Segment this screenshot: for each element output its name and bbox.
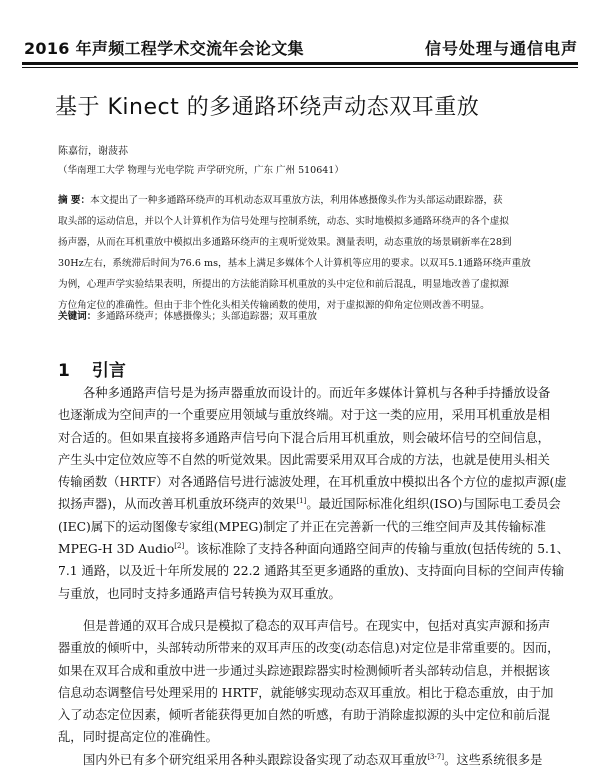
article-title: 基于 Kinect 的多通路环绕声动态双耳重放 <box>55 95 480 120</box>
proceedings-title: 2016 年声频工程学术交流年会论文集 <box>24 39 304 58</box>
section-title: 引言 <box>91 361 126 381</box>
body-text-run: 。该标准除了支持各种面向通路空间声的传输与重放(包括传统的 5.1、 <box>184 542 570 557</box>
paragraph-gap <box>58 605 588 615</box>
abstract-line <box>58 190 588 211</box>
body-line: 与重放，也同时支持多通路声信号转换为双耳重放。 <box>58 586 341 601</box>
body-text <box>58 382 588 771</box>
body-line: 对合适的。但如果直接将多通路声信号向下混合后用耳机重放，则会破坏信号的空间信息， <box>58 430 550 445</box>
section-heading <box>58 356 126 381</box>
body-text-run: 。这些系统很多是 <box>444 752 543 767</box>
body-line: 信息动态调整信号处理采用的 HRTF，就能够实现动态双耳重放。相比于稳态重放，由于加 <box>58 685 554 700</box>
abstract-line: 方位角定位的准确性。但由于非个性化头相关传输函数的使用，对于虚拟源的仰角定位则改善不明显。 <box>58 300 490 311</box>
body-line: 乱，同时提高定位的准确性。 <box>58 730 218 745</box>
body-line: 7.1 通路，以及近十年所发展的 22.2 通路其至更多通路的重放)、支持面向目标的空间声传输 <box>58 564 565 579</box>
body-line <box>58 493 588 515</box>
body-line: 产生头中定位效应等不自然的听觉效果。因此需要采用双耳合成的方法，也就是使用头相关 <box>58 452 550 467</box>
keywords <box>58 308 317 322</box>
body-line: (IEC)属下的运动图像专家组(MPEG)制定了并正在完善新一代的三维空间声及其传输标准 <box>58 519 546 534</box>
body-line <box>58 538 588 560</box>
body-line: 各种多通路声信号是为扬声器重放而设计的。而近年多媒体计算机与各种手持播放设备 <box>83 386 551 400</box>
abstract-line: 30Hz左右，系统滞后时间为76.6 ms，基本上满足多媒体个人计算机等应用的要求。以双耳5.1通路环绕声重放 <box>58 258 531 269</box>
body-text-run: 拟扬声器)，从而改善耳机重放环绕声的效果 <box>58 497 297 512</box>
running-header <box>24 34 578 58</box>
body-text-run: 国内外已有多个研究组采用各种头跟踪设备实现了动态双耳重放 <box>83 752 428 767</box>
body-line: 但是普通的双耳合成只是模拟了稳态的双耳声信号。在现实中，包括对真实声源和扬声 <box>83 618 551 633</box>
body-text-run: 。最近国际标准化组织(ISO)与国际电工委员会 <box>306 497 561 512</box>
keywords-label: 关键词： <box>58 311 97 322</box>
body-line: 入了动态定位因素，倾听者能获得更加自然的听感，有助于消除虚拟源的头中定位和前后混 <box>58 708 550 723</box>
abstract-text: 本文提出了一种多通路环绕声的耳机动态双耳重放方法，利用体感摄像头作为头部运动跟踪器，获 <box>90 195 503 206</box>
body-line: 如果在双耳合成和重放中进一步通过头踪迹跟踪器实时检测倾听者头部转动信息，并根据该 <box>58 663 550 678</box>
keywords-text: 多通路环绕声；体感摄像头；头部追踪器；双耳重放 <box>96 311 318 322</box>
header-rule-thin <box>22 67 578 68</box>
citation: [2] <box>174 541 185 550</box>
body-line <box>58 749 588 771</box>
body-line: 器重放的倾听中，头部转动所带来的双耳声压的改变(动态信息)对定位是非常重要的。因而， <box>58 641 560 656</box>
section-name: 信号处理与通信电声 <box>424 39 578 58</box>
header-rule-thick <box>22 62 578 65</box>
abstract <box>58 190 588 316</box>
section-number: 1 <box>58 361 70 381</box>
abstract-line: 扬声器，从而在耳机重放中模拟出多通路环绕声的主观听觉效果。测量表明，动态重放的场景刷新率在28到 <box>58 237 512 248</box>
body-line: 传输函数（HRTF）对各通路信号进行滤波处理，在耳机重放中模拟出各个方位的虚拟声源(虚 <box>58 475 567 490</box>
abstract-line: 为例，心理声学实验结果表明，所提出的方法能消除耳机重放的头中定位和前后混乱，明显地改善了虚拟源 <box>58 279 509 290</box>
authors: 陈嘉衍，谢菠荪 <box>58 146 128 157</box>
citation: [3-7] <box>427 752 445 761</box>
affiliation: （华南理工大学 物理与光电学院 声学研究所，广东 广州 510641） <box>58 165 344 176</box>
body-line: 也逐渐成为空间声的一个重要应用领域与重放终端。对于这一类的应用，采用耳机重放是相 <box>58 408 550 423</box>
body-text-run: MPEG-H 3D Audio <box>58 542 175 557</box>
abstract-line: 取头部的运动信息，并以个人计算机作为信号处理与控制系统，动态、实时地模拟多通路环绕声的各个虚拟 <box>58 216 509 227</box>
abstract-label: 摘 要： <box>58 195 91 206</box>
citation: [1] <box>296 497 307 506</box>
